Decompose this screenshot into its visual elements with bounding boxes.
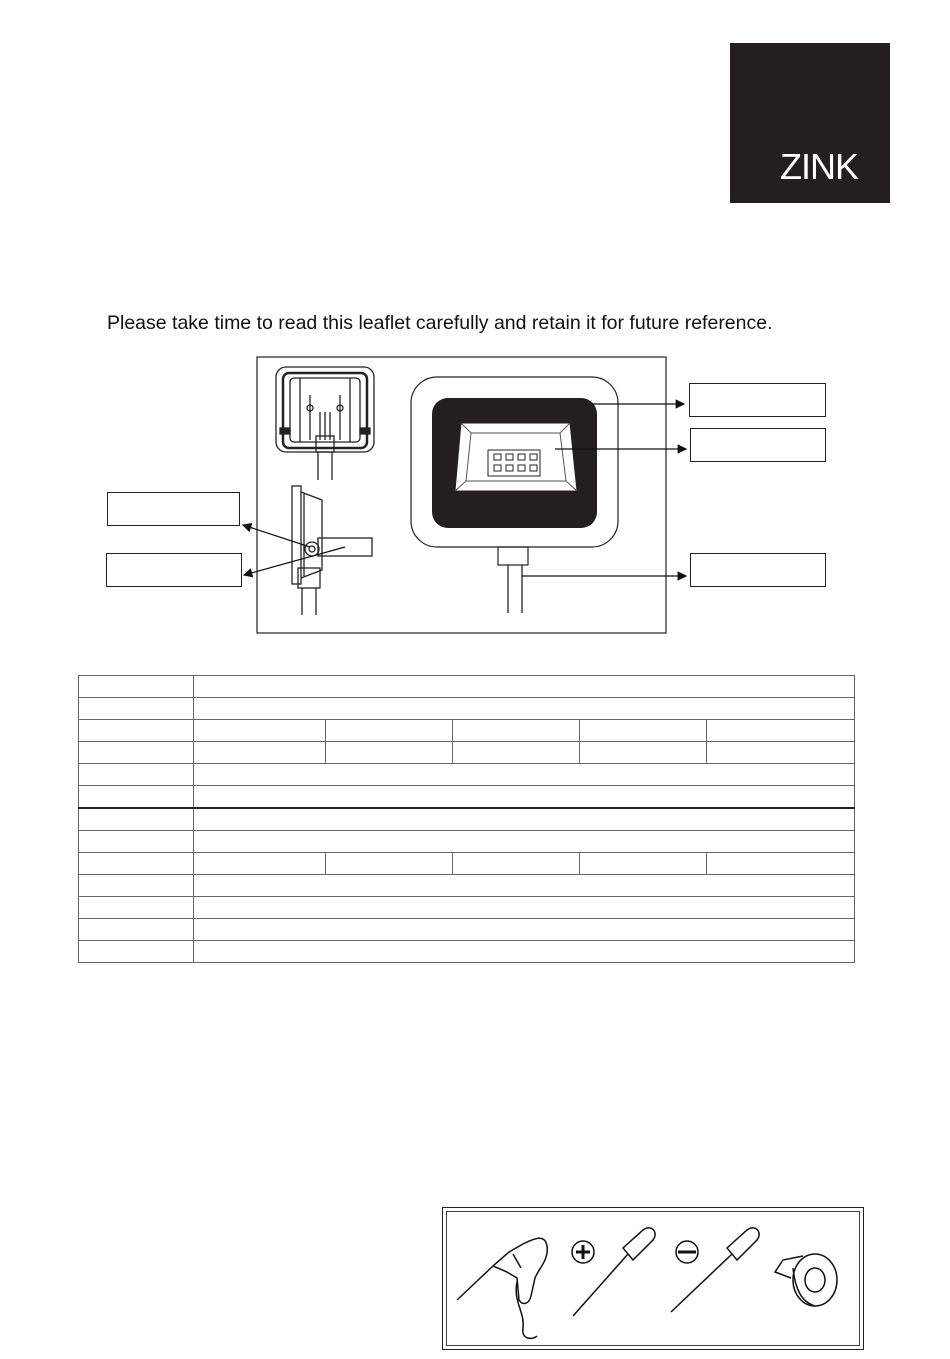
- spec-cell: [580, 720, 707, 742]
- spec-row: [79, 698, 855, 720]
- spec-row: [79, 720, 855, 742]
- spec-row: [79, 875, 855, 897]
- spec-row-label: [79, 919, 194, 941]
- callout-bracket-screw: [107, 492, 240, 526]
- callout-cable: [690, 553, 826, 587]
- spec-cell: [453, 742, 580, 764]
- spec-row: [79, 808, 855, 831]
- spec-cell: [453, 853, 580, 875]
- spec-cell: [453, 720, 580, 742]
- drill-icon: [457, 1238, 547, 1338]
- spec-row-label: [79, 764, 194, 786]
- spec-row-label: [79, 941, 194, 963]
- spec-row-label: [79, 853, 194, 875]
- callout-frame: [689, 383, 826, 417]
- spec-cell: [580, 853, 707, 875]
- spec-row-label: [79, 676, 194, 698]
- floodlight-front-view: [411, 377, 618, 613]
- insulating-tape-icon: [775, 1254, 837, 1306]
- spec-row: [79, 676, 855, 698]
- spec-row-label: [79, 897, 194, 919]
- spec-cell: [707, 720, 855, 742]
- spec-row-value: [194, 831, 855, 853]
- spec-row-label: [79, 698, 194, 720]
- spec-row: [79, 786, 855, 809]
- spec-cell: [194, 720, 326, 742]
- callout-lens: [690, 428, 826, 462]
- spec-row-label: [79, 742, 194, 764]
- spec-row-value: [194, 897, 855, 919]
- tools-illustration: [443, 1208, 863, 1349]
- spec-row: [79, 919, 855, 941]
- spec-row-label: [79, 786, 194, 809]
- spec-row: [79, 831, 855, 853]
- spec-row-value: [194, 941, 855, 963]
- spec-row-value: [194, 698, 855, 720]
- spec-table: [78, 675, 855, 963]
- floodlight-back-view: [276, 367, 374, 480]
- spec-cell: [194, 853, 326, 875]
- brand-logo-text: ZINK: [780, 146, 859, 187]
- spec-cell: [194, 742, 326, 764]
- spec-row-value: [194, 676, 855, 698]
- spec-row-label: [79, 875, 194, 897]
- spec-row-value: [194, 875, 855, 897]
- spec-row-value: [194, 764, 855, 786]
- spec-row-label: [79, 720, 194, 742]
- callout-bracket: [106, 553, 242, 587]
- spec-row-label: [79, 808, 194, 831]
- spec-row: [79, 941, 855, 963]
- phillips-screwdriver-icon: [572, 1228, 655, 1316]
- spec-cell: [326, 720, 453, 742]
- spec-cell: [707, 853, 855, 875]
- spec-cell: [707, 742, 855, 764]
- spec-row: [79, 897, 855, 919]
- spec-cell: [580, 742, 707, 764]
- spec-row: [79, 742, 855, 764]
- spec-row-value: [194, 786, 855, 809]
- spec-row: [79, 853, 855, 875]
- spec-row: [79, 764, 855, 786]
- tools-required-box: [442, 1207, 864, 1350]
- spec-row-value: [194, 808, 855, 831]
- spec-cell: [326, 853, 453, 875]
- spec-row-label: [79, 831, 194, 853]
- spec-cell: [326, 742, 453, 764]
- flathead-screwdriver-icon: [671, 1228, 759, 1312]
- spec-row-value: [194, 919, 855, 941]
- intro-text: Please take time to read this leaflet carefully and retain it for future reference.: [107, 312, 773, 334]
